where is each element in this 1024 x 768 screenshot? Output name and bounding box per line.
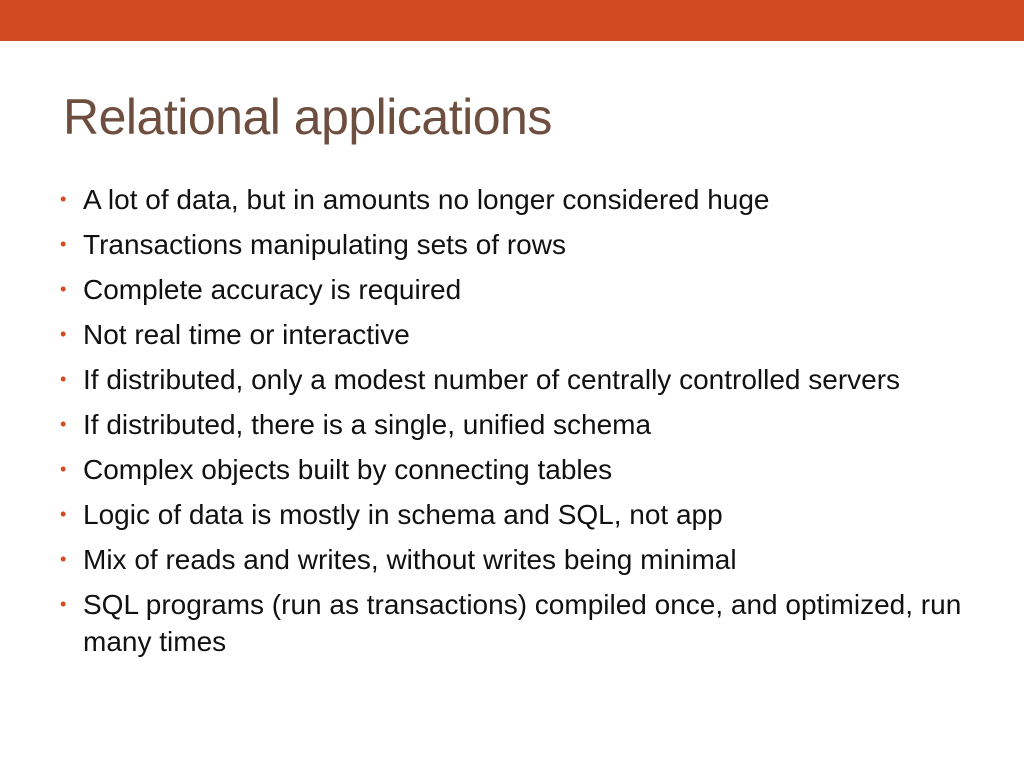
bullet-dot-icon: • [60, 549, 67, 569]
bullet-item [56, 541, 996, 578]
bullet-dot-icon: • [60, 504, 67, 524]
bullet-text: Transactions manipulating sets of rows [83, 229, 566, 260]
bullet-item [56, 226, 996, 263]
bullet-text: Logic of data is mostly in schema and SQL, not app [83, 499, 723, 530]
slide-title: Relational applications [63, 89, 552, 145]
bullet-text: If distributed, only a modest number of centrally controlled servers [83, 364, 901, 395]
bullet-text: Complete accuracy is required [83, 274, 462, 305]
bullet-item [56, 586, 996, 660]
bullet-text: Complex objects built by connecting tables [83, 454, 613, 485]
bullet-text: A lot of data, but in amounts no longer considered huge [83, 184, 770, 215]
bullet-text: Mix of reads and writes, without writes being minimal [83, 544, 737, 575]
bullet-item [56, 406, 996, 443]
bullet-dot-icon: • [60, 234, 67, 254]
bullet-dot-icon: • [60, 189, 67, 209]
bullet-dot-icon: • [60, 279, 67, 299]
bullet-dot-icon: • [60, 324, 67, 344]
bullet-item [56, 496, 996, 533]
bullet-item [56, 271, 996, 308]
bullet-text: SQL programs (run as transactions) compiled once, and optimized, run many times [83, 589, 962, 657]
bullet-item [56, 181, 996, 218]
bullet-list [56, 181, 996, 668]
bullet-dot-icon: • [60, 414, 67, 434]
bullet-dot-icon: • [60, 369, 67, 389]
bullet-dot-icon: • [60, 459, 67, 479]
bullet-text: If distributed, there is a single, unified schema [83, 409, 652, 440]
bullet-item [56, 361, 996, 398]
slide-header-bar [0, 0, 1024, 41]
bullet-text: Not real time or interactive [83, 319, 410, 350]
bullet-dot-icon: • [60, 594, 67, 614]
bullet-item [56, 316, 996, 353]
bullet-item [56, 451, 996, 488]
